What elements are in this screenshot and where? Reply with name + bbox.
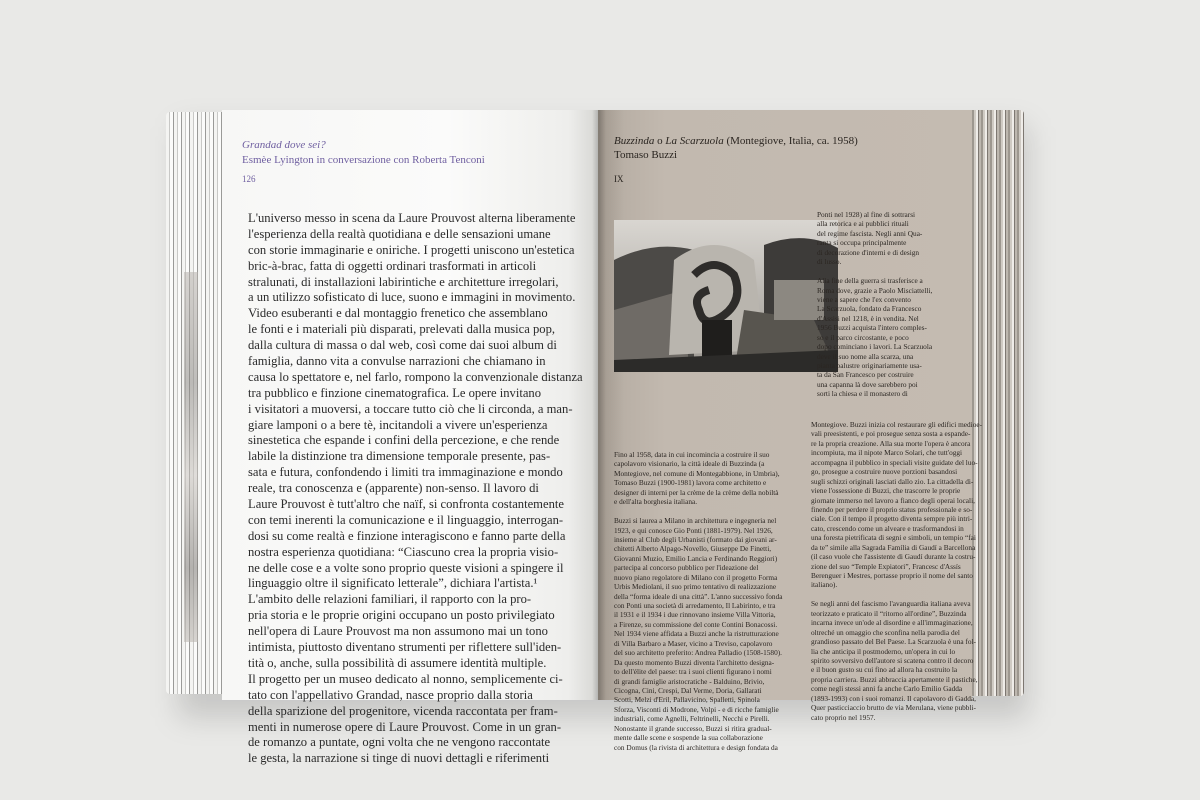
column-c-line: ranta si occupa principalmente: [817, 238, 907, 248]
column-b-line: come negli stessi anni fa anche Carlo Emilio Gadda: [811, 684, 963, 694]
column-a-line: il 1931 e il 1934 i due rinnovano insieme Villa Vittoria,: [614, 610, 776, 620]
column-b-line: e il buon gusto su cui fino ad allora ha costruito la: [811, 665, 958, 675]
right-header-subtitle: Tomaso Buzzi: [614, 149, 678, 161]
body-line: i visitatori a muoversi, a toccare tutto ciò che li circonda, a man-: [248, 401, 573, 416]
column-b-line: Quer pasticciaccio brutto de via Merulana, viene pubbli-: [811, 703, 976, 713]
column-b-line: finendo per perdere il proprio status professionale e so-: [811, 504, 973, 514]
column-a-line: nuovo piano regolatore di Milano con il progetto Forma: [614, 572, 778, 582]
column-c-line: dopo cominciano i lavori. La Scarzuola: [817, 342, 933, 352]
column-b-line: zione del suo “Temple Expiatori”, Francesc d'Assís: [811, 561, 961, 571]
title-italic-scarzuola: La Scarzuola: [665, 135, 724, 147]
column-c-line: di lusso.: [817, 257, 842, 267]
body-line: della sparizione del progenitore, vicenda raccontata per fram-: [248, 703, 558, 718]
column-a-line: mente dalle scene e sospende la sua collaborazione: [614, 733, 763, 743]
column-a-line: di grandi famiglie aristocratiche - Balduino, Brivio,: [614, 676, 765, 686]
column-a-line: partecipa al concorso pubblico per l'ideazione del: [614, 563, 759, 573]
body-line: reale, tra conoscenza e (apparente) non-senso. Il lavoro di: [248, 481, 539, 496]
column-b-line: cato, crescendo come un alveare e trasformandosi in: [811, 523, 964, 533]
column-a-line: Tomaso Buzzi (1900-1981) lavora come architetto e: [614, 478, 767, 488]
body-line: menti in numerose opere di Laure Prouvost. Come in un gran-: [248, 719, 562, 734]
column-a-line: Da questo momento Buzzi diventa l'architetto designa-: [614, 657, 775, 667]
column-a-line: to dell'élite del paese: tra i suoi clienti figurano i nomi: [614, 667, 772, 677]
left-body-text: [248, 211, 588, 767]
body-line: pria storia e le proprie origini occupano un posto privilegiato: [248, 608, 555, 623]
body-line: bric-à-brac, fatta di oggetti ordinari trasformati in articoli: [248, 258, 537, 273]
body-line: linguaggio oltre il significato letterale”, dichiara l'artista.¹: [248, 576, 538, 591]
title-location: (Montegiove, Italia, ca. 1958): [723, 135, 858, 147]
right-page: [598, 110, 983, 752]
body-line: le gesta, la narrazione si tinge di nuovi dettagli e riferimenti: [248, 751, 550, 766]
column-c-line: so e il parco circostante, e poco: [817, 332, 909, 342]
body-line: giare lamponi o a bere tè, incitandoli a vivere un'esperienza: [248, 417, 548, 432]
column-b-line: ciale. Con il tempo il progetto diventa sempre più intri-: [811, 514, 973, 524]
photo-garden-sculpture: [614, 220, 838, 372]
column-c-line: Ponti nel 1928) al fine di sottrarsi: [817, 210, 916, 219]
column-c-line: del regime fascista. Negli anni Qua-: [817, 228, 923, 238]
book-spine: [592, 110, 606, 700]
column-b-line: spirito sovversivo dell'autore si scatena contro il decoro: [811, 655, 974, 665]
right-page-number: IX: [614, 174, 624, 184]
column-b-line: oltreché un omaggio che sconfina nella parodia del: [811, 627, 960, 637]
column-a-line: con Ponti una società di arredamento, Il Labirinto, e tra: [614, 601, 776, 610]
column-c-line: una capanna là dove sarebbero poi: [817, 379, 918, 389]
body-line: nell'opera di Laure Prouvost ma non assumono mai un tono: [248, 624, 548, 639]
body-line: ne delle cose e a volte sono proprio queste visioni a spingere il: [248, 560, 564, 575]
column-b-line: una foresta pietrificata di segni e simboli, un tempio “fai: [811, 533, 976, 543]
column-b-line: lia che anticipa il postmoderno, un'opera in cui lo: [811, 646, 956, 656]
column-c-line: Alla fine della guerra si trasferisce a: [817, 276, 923, 286]
column-a-line: Montegiove, nel comune di Montegabbione, in Umbria),: [614, 468, 780, 478]
column-c-line: ta da San Francesco per costruire: [817, 370, 914, 380]
column-a-line: del suo architetto preferito: Andrea Palladio (1508-1580).: [614, 648, 782, 658]
column-a-line: Sforza, Visconti di Modrone, Volpi - e di ricche famiglie: [614, 704, 779, 714]
column-b-line: propria carriera. Buzzi abbraccia apertamente il pastiche,: [811, 674, 978, 684]
body-line: dalla cultura di massa o dal web, così come dai suoi album di: [248, 338, 557, 353]
left-header-subtitle: Esmèe Lyington in conversazione con Roberta Tenconi: [242, 154, 485, 166]
column-b-line: grandioso passato del Bel Paese. La Scarzuola è una fol-: [811, 637, 976, 647]
column-c-line: pianta palustre originariamente usa-: [817, 361, 922, 370]
body-line: L'ambito delle relazioni familiari, il rapporto con la pro-: [248, 592, 532, 607]
title-italic-buzzinda: Buzzinda: [614, 135, 655, 147]
column-a-line: di Villa Barbaro a Maser, vicino a Treviso, capolavoro: [614, 638, 773, 648]
body-line: intimista, piuttosto diventano strumenti per riflettere sull'iden-: [248, 640, 562, 655]
column-a-line: Nel 1934 viene affidata a Buzzi anche la ristrutturazione: [614, 629, 779, 639]
body-line: causa lo spettatore e, nel farlo, rompono la convenzionale distanza: [248, 369, 583, 384]
body-line: le fonti e i materiali più disparati, prelevati dalla musica pop,: [248, 322, 556, 337]
column-a-line: a Firenze, su commissione del conte Contini Bonacossi.: [614, 619, 778, 629]
column-a-line: Nonostante il grande successo, Buzzi si ritira gradual-: [614, 723, 772, 733]
column-a-line: 1923, e qui conosce Gio Ponti (1881-1979). Nel 1926,: [614, 525, 773, 535]
column-c-line: deve il suo nome alla scarza, una: [817, 351, 914, 361]
column-b-line: (1893-1993) con i suoi romanzi. Il capolavoro di Gadda,: [811, 693, 976, 703]
column-b-line: sugli schizzi originali lasciati dallo zio. La cittadella di-: [811, 476, 974, 486]
column-a-line: della “forma ideale di una città”. L'anno successivo fonda: [614, 591, 783, 601]
column-a-line: Scotti, Melzi d'Eril, Pallavicino, Spalletti, Spinola: [614, 695, 760, 705]
body-line: famiglia, danno vita a convulse narrazioni che chiamano in: [248, 354, 546, 369]
right-column-a: [614, 450, 782, 752]
column-a-line: Giovanni Muzio, Emilio Lancia e Ferdinando Reggiori): [614, 553, 778, 563]
column-c-line: 1956 Buzzi acquista l'intero comples-: [817, 323, 927, 333]
column-b-line: Montegiove. Buzzi inizia col restaurare gli edifici medioe-: [811, 420, 983, 429]
left-page: [222, 110, 598, 766]
body-line: Video esuberanti e dal montaggio frenetico che assemblano: [248, 306, 548, 321]
right-column-c: [817, 210, 932, 399]
body-line: tato con l'appellativo Grandad, nasce proprio dalla storia: [248, 687, 533, 702]
column-a-line: [614, 507, 782, 516]
body-line: l'esperienza della realtà quotidiana e delle sensazioni umane: [248, 226, 551, 241]
column-c-line: alla retorica e ai pubblici rituali: [817, 219, 909, 229]
body-line: Laure Prouvost è tutt'altro che naïf, si confronta costantemente: [248, 497, 564, 512]
body-line: a un utilizzo sofisticato di luce, suono e immagini in movimento.: [248, 290, 576, 305]
column-b-line: viene l'ossessione di Buzzi, che trascorre le proprie: [811, 486, 961, 496]
column-b-line: [811, 590, 982, 599]
column-a-line: e dell'alta borghesia italiana.: [614, 497, 698, 507]
body-line: con storie immaginarie e oniriche. I progetti uniscono un'estetica: [248, 242, 575, 257]
body-line: tra pubblico e finzione cinematografica. Le opere invitano: [248, 385, 542, 400]
column-a-line: capolavoro visionario, la città ideale di Buzzinda (a: [614, 459, 765, 469]
column-c-line: d'Assisi nel 1218, è in vendita. Nel: [817, 313, 919, 323]
column-a-line: designer di interni per la crème de la crème della nobiltà: [614, 487, 779, 497]
column-c-line: La Scarzuola, fondato da Francesco: [817, 304, 922, 314]
column-b-line: Se negli anni del fascismo l'avanguardia italiana aveva: [811, 599, 971, 609]
column-b-line: incarna invece un'ode al disordine e all'immaginazione,: [811, 618, 973, 628]
column-c-line: [817, 267, 932, 276]
column-b-line: Berenguer i Mestres, portasse proprio il nome del santo: [811, 571, 973, 580]
body-line: de romanzo a puntate, ogni volta che ne vengono raccontate: [248, 735, 551, 750]
column-b-line: italiano).: [811, 580, 838, 590]
column-c-line: sorti la chiesa e il monastero di: [817, 389, 908, 399]
column-b-line: vali preesistenti, e poi prosegue senza sosta a espande-: [811, 429, 971, 439]
body-line: sinestetica che espande i confini della percezione, e che rende: [248, 433, 560, 448]
body-line: stralunati, di installazioni labirintiche e architetture irregolari,: [248, 274, 559, 289]
right-header-title: [614, 134, 858, 148]
column-a-line: Fino al 1958, data in cui incomincia a costruire il suo: [614, 450, 770, 459]
column-c-line: Roma dove, grazie a Paolo Misciattelli,: [817, 285, 933, 295]
body-line: Il progetto per un museo dedicato al nonno, semplicemente ci-: [248, 671, 563, 686]
column-b-line: re la propria creazione. Alla sua morte l'opera è ancora: [811, 438, 971, 448]
column-a-line: Cicogna, Cini, Crespi, Dal Verme, Doria, Gallarati: [614, 685, 762, 695]
column-b-line: accompagna il pubblico in speciali visite guidate del luo-: [811, 457, 978, 467]
body-line: nostra esperienza quotidiana: “Ciascuno crea la propria visio-: [248, 544, 559, 559]
column-b-line: giornate immerso nel lavoro a fianco degli operai locali,: [811, 495, 975, 505]
body-line: labile la distinzione tra dimensione temporale presente, pas-: [248, 449, 551, 464]
column-b-line: cato proprio nel 1957.: [811, 712, 876, 722]
title-conjunction: o: [654, 135, 666, 147]
column-a-line: Urbis Mediolani, il suo primo tentativo di realizzazione: [614, 582, 777, 592]
column-a-line: con Domus (la rivista di architettura e design fondata da: [614, 742, 778, 752]
stack-edge-tint: [184, 272, 198, 642]
column-b-line: (il caso vuole che l'assistente di Gaudí durante la costru-: [811, 552, 976, 562]
column-a-line: Buzzi si laurea a Milano in architettura e ingegneria nel: [614, 516, 777, 526]
column-b-line: da te” simile alla Sagrada Família di Gaudí a Barcellona: [811, 542, 976, 552]
column-a-line: industriali, come Agnelli, Feltrinelli, Necchi e Pirelli.: [614, 714, 770, 724]
column-c-line: di decorazione d'interni e di design: [817, 247, 920, 257]
body-line: L'universo messo in scena da Laure Prouvost alterna liberamente: [248, 211, 576, 225]
body-line: sata e futura, confondendo i limiti tra immaginazione e mondo: [248, 465, 563, 480]
left-page-number: 126: [242, 174, 256, 184]
body-line: dosi su come realtà e finzione interagiscono e fanno parte della: [248, 528, 566, 543]
column-c-line: viene a sapere che l'ex convento: [817, 294, 911, 304]
left-header-title: Grandad dove sei?: [242, 139, 326, 151]
column-b-line: teorizzato e praticato il “ritorno all'ordine”, Buzzinda: [811, 608, 967, 618]
column-b-line: incompiuta, ma il nipote Marco Solari, che tutt'oggi: [811, 448, 963, 458]
column-b-line: go, prosegue a costruire nuove porzioni basandosi: [811, 467, 958, 477]
column-a-line: chitetti Alberto Alpago-Novello, Giuseppe De Finetti,: [614, 544, 772, 554]
body-line: tità o, anche, sulla possibilità di assumere identità multiple.: [248, 655, 547, 670]
right-column-b: [811, 420, 982, 722]
body-line: con temi inerenti la comunicazione e il linguaggio, interrogan-: [248, 512, 564, 527]
column-a-line: insieme al Club degli Urbanisti (formato dai giovani ar-: [614, 534, 777, 544]
